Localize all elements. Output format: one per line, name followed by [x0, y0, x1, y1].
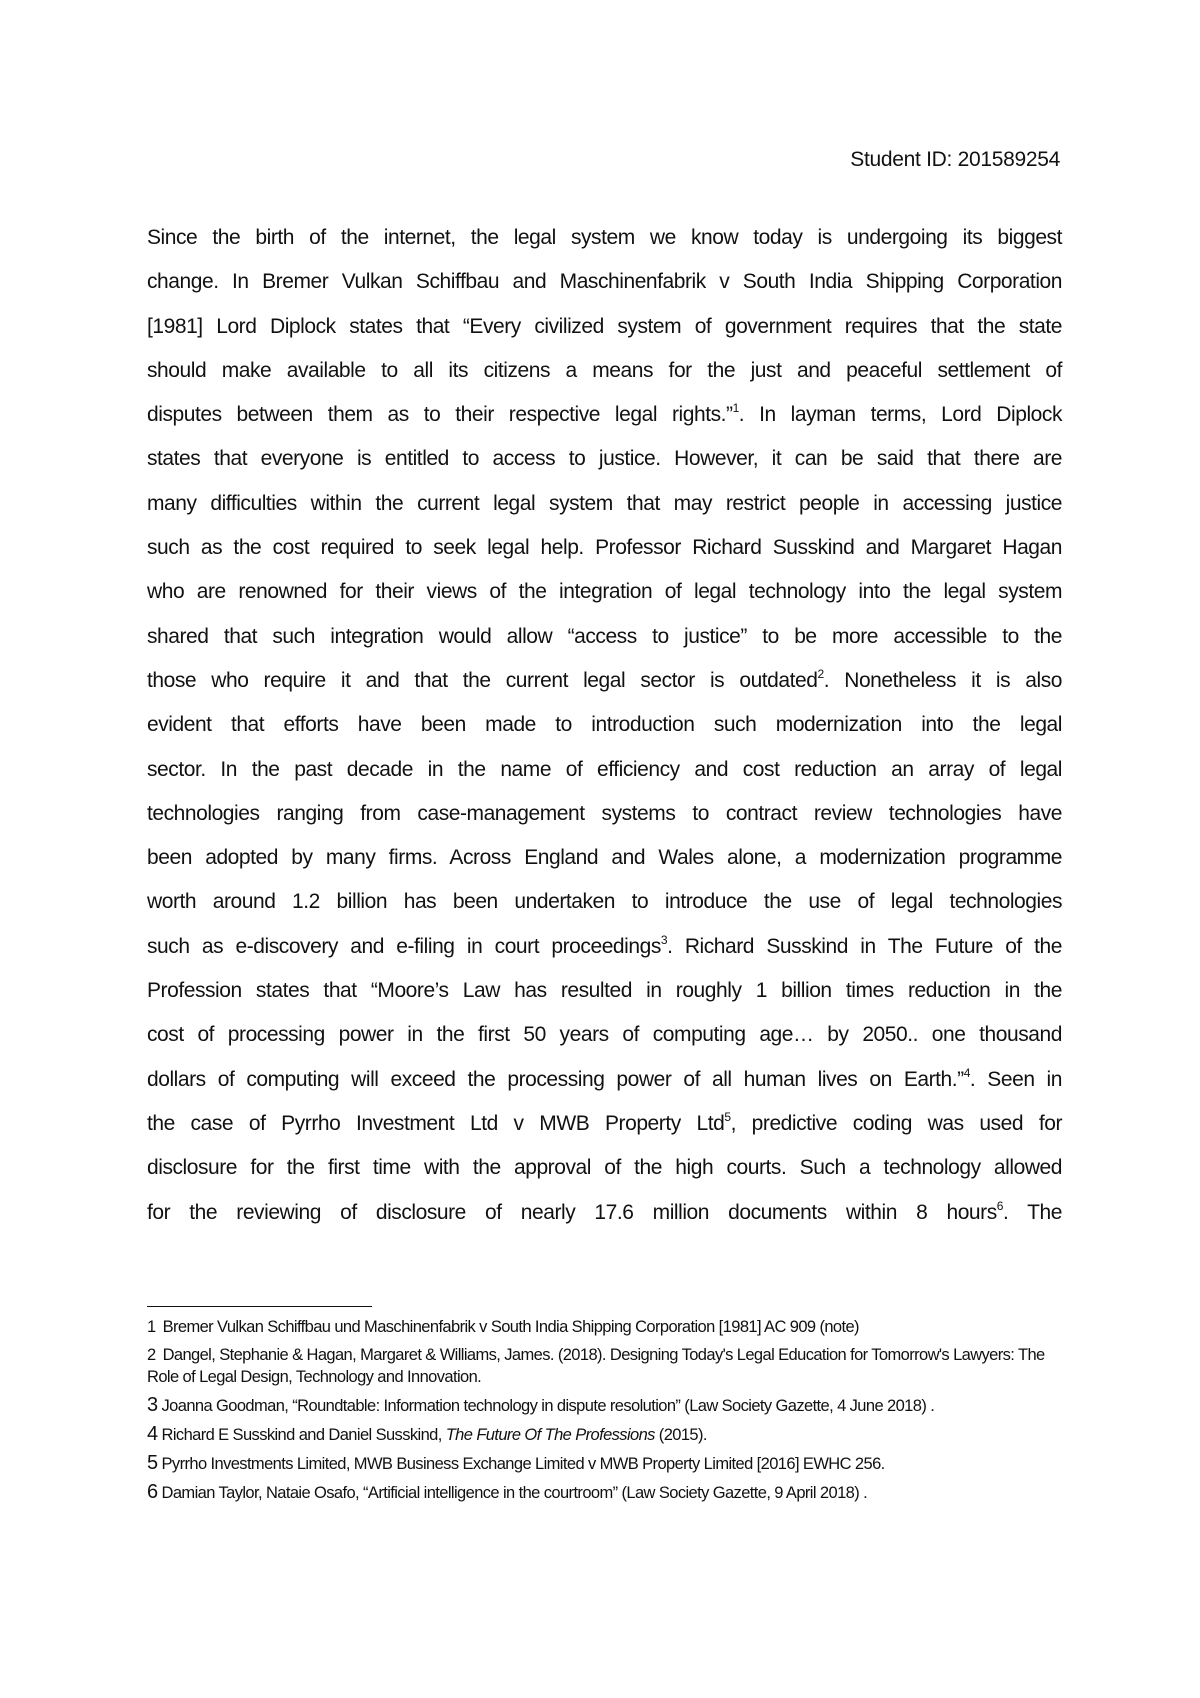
body-text-segment: the case of Pyrrho Investment Ltd v MWB Property Ltd — [147, 1111, 725, 1135]
footnote-ref[interactable]: 1 — [732, 401, 739, 416]
body-line: disclosure for the first time with the approval of the high courts. Such a technology allowed — [147, 1156, 1062, 1180]
body-line: sector. In the past decade in the name of efficiency and cost reduction an array of legal — [147, 757, 1062, 781]
body-text-segment: . The — [1003, 1200, 1062, 1224]
footnote-number: 5 — [147, 1452, 158, 1474]
body-line: technologies ranging from case-management systems to contract review technologies have — [147, 801, 1062, 825]
body-text-segment: such as e-discovery and e-filing in court proceedings — [147, 934, 661, 958]
footnote-text: Joanna Goodman, “Roundtable: Information technology in dispute resolution” (Law Society Gazette, 4 June 2018) . — [161, 1397, 935, 1415]
body-line: shared that such integration would allow “access to justice” to be more accessible to the — [147, 624, 1062, 648]
body-line — [147, 659, 1062, 703]
student-id: Student ID: 201589254 — [850, 148, 1060, 171]
body-text-segment: . Seen in — [969, 1067, 1062, 1091]
body-line: evident that efforts have been made to introduction such modernization into the legal — [147, 713, 1062, 737]
body-text-segment: . Richard Susskind in The Future of the — [667, 934, 1062, 958]
footnote-2 — [147, 1344, 1077, 1388]
footnote-text: Bremer Vulkan Schiffbau und Maschinenfabrik v South India Shipping Corporation [1981] AC 909 (note) — [162, 1318, 859, 1336]
footnote-ref[interactable]: 5 — [724, 1109, 731, 1124]
footnote-number: 3 — [147, 1394, 158, 1416]
footnote-ref[interactable]: 4 — [963, 1065, 970, 1080]
footnotes — [147, 1316, 1077, 1510]
footnote-4 — [147, 1423, 1077, 1446]
footnote-title-italic: The Future Of The Professions — [445, 1426, 655, 1444]
body-line: should make available to all its citizens a means for the just and peaceful settlement of — [147, 358, 1062, 382]
body-text-segment: disputes between them as to their respective legal rights.” — [147, 403, 733, 427]
footnote-number: 2 — [147, 1346, 156, 1364]
body-line: [1981] Lord Diplock states that “Every civilized system of government requires that the state — [147, 314, 1062, 338]
body-line: states that everyone is entitled to access to justice. However, it can be said that there are — [147, 447, 1062, 471]
footnote-ref[interactable]: 6 — [996, 1198, 1003, 1213]
footnote-ref[interactable]: 2 — [817, 666, 824, 681]
footnote-text: Damian Taylor, Nataie Osafo, “Artificial intelligence in the courtroom” (Law Society Gazette, 9 April 2018) . — [161, 1484, 868, 1502]
body-text-segment: for the reviewing of disclosure of nearly 17.6 million documents within 8 hours — [147, 1200, 997, 1224]
footnote-ref[interactable]: 3 — [660, 932, 668, 947]
footnote-number: 1 — [147, 1318, 156, 1336]
body-paragraph — [147, 216, 1062, 1235]
body-line: been adopted by many firms. Across England and Wales alone, a modernization programme — [147, 846, 1062, 870]
body-text-segment: those who require it and that the current legal sector is outdated — [147, 668, 818, 692]
body-line: Since the birth of the internet, the legal system we know today is undergoing its biggest — [147, 226, 1062, 249]
body-line — [147, 1191, 1062, 1235]
body-text-segment: . Nonetheless it is also — [823, 668, 1062, 692]
body-text-segment: dollars of computing will exceed the processing power of all human lives on Earth.” — [147, 1067, 964, 1091]
footnote-text: (2015). — [654, 1426, 707, 1444]
footnote-1 — [147, 1316, 1077, 1338]
body-line: who are renowned for their views of the integration of legal technology into the legal system — [147, 580, 1062, 604]
body-line — [147, 925, 1062, 969]
body-line: such as the cost required to seek legal help. Professor Richard Susskind and Margaret Hagan — [147, 536, 1062, 560]
footnote-separator — [147, 1306, 372, 1307]
footnote-5 — [147, 1452, 1077, 1475]
body-line: many difficulties within the current legal system that may restrict people in accessing justice — [147, 491, 1062, 515]
footnote-text: Dangel, Stephanie & Hagan, Margaret & Williams, James. (2018). Designing Today's Legal Education for Tomorrow's Lawyers: The Role of Legal Design, Technology and Innovation. — [147, 1346, 1045, 1386]
body-line: worth around 1.2 billion has been undertaken to introduce the use of legal technologies — [147, 890, 1062, 914]
body-text-segment: . In layman terms, Lord Diplock — [738, 403, 1062, 427]
body-line: change. In Bremer Vulkan Schiffbau and Maschinenfabrik v South India Shipping Corporation — [147, 270, 1062, 294]
body-line — [147, 1102, 1062, 1146]
footnote-text: Richard E Susskind and Daniel Susskind, — [161, 1426, 446, 1444]
body-text-segment: , predictive coding was used for — [730, 1111, 1062, 1135]
body-line: cost of processing power in the first 50 years of computing age… by 2050.. one thousand — [147, 1023, 1062, 1047]
body-line — [147, 393, 1062, 437]
body-line: Profession states that “Moore’s Law has resulted in roughly 1 billion times reduction in the — [147, 979, 1062, 1003]
footnote-3 — [147, 1394, 1077, 1417]
footnote-text: Pyrrho Investments Limited, MWB Business Exchange Limited v MWB Property Limited [2016] EWHC 256. — [161, 1455, 885, 1473]
footnote-number: 6 — [147, 1481, 158, 1503]
footnote-number: 4 — [147, 1423, 158, 1445]
body-line — [147, 1058, 1062, 1102]
footnote-6 — [147, 1481, 1077, 1504]
